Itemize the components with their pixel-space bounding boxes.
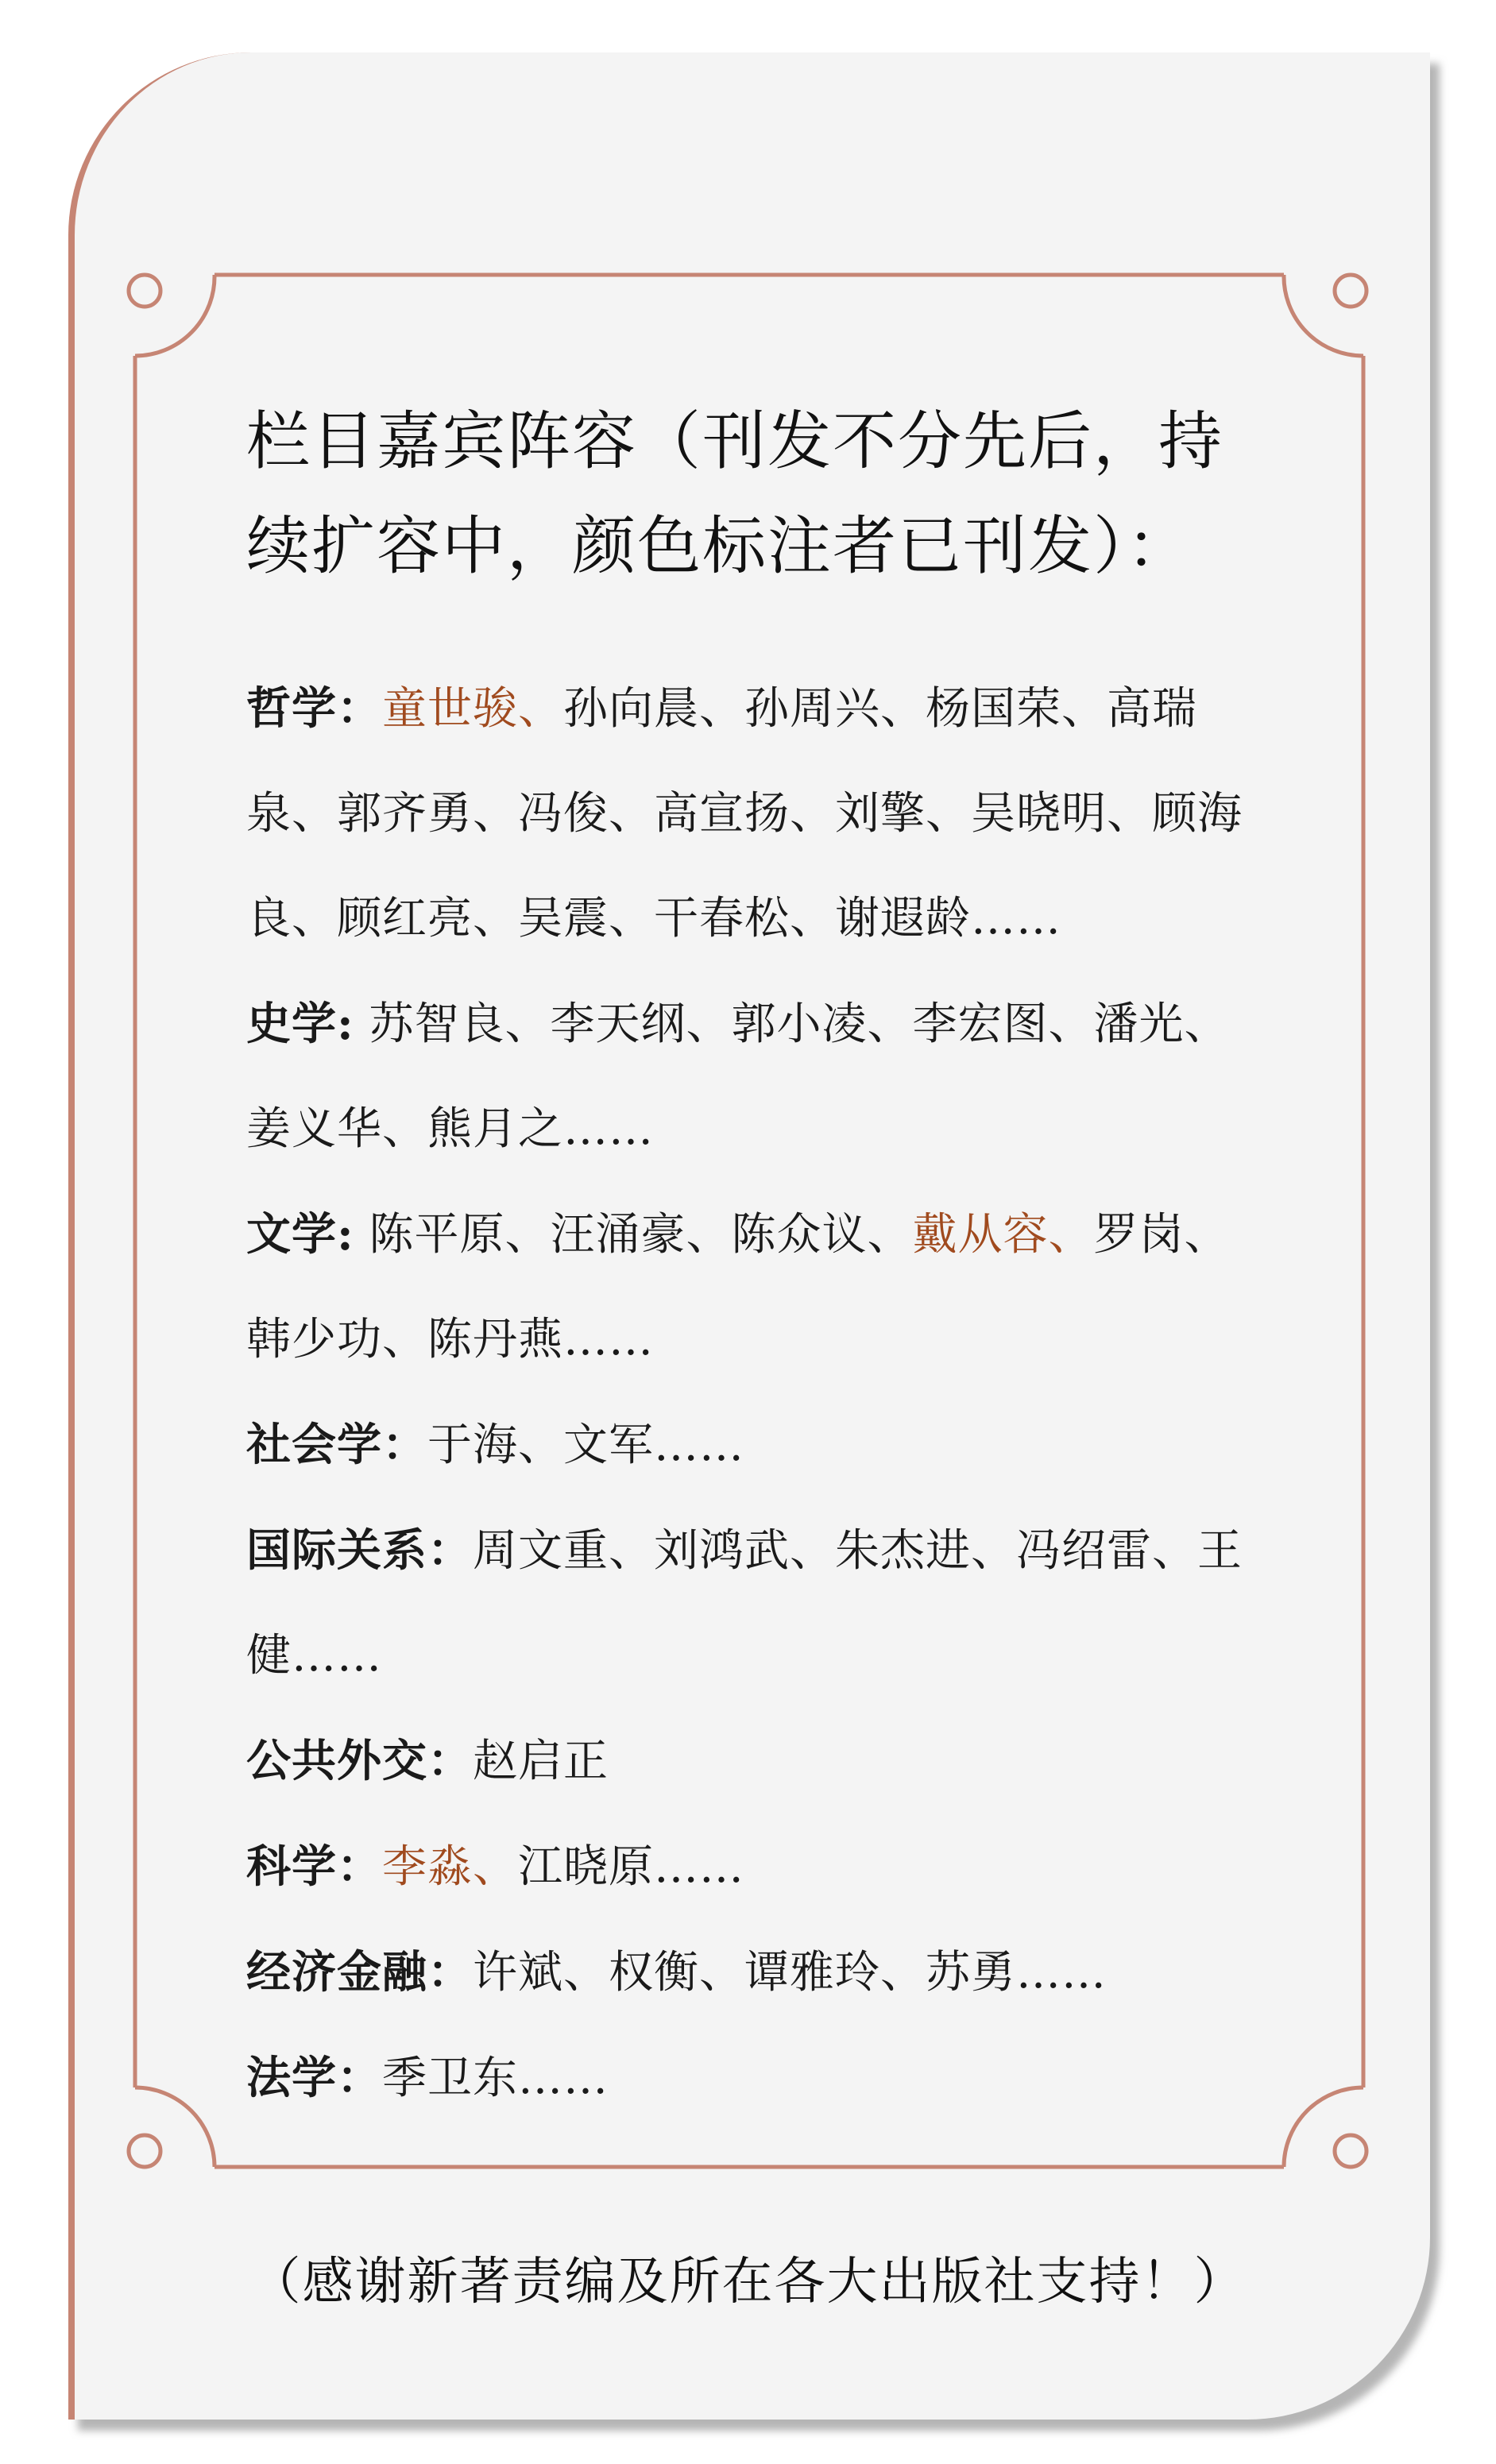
category-label: 史学: bbox=[246, 998, 354, 1050]
frame-circle-top-left bbox=[129, 275, 160, 307]
list-item-sociology bbox=[246, 1392, 1271, 1498]
category-label: 公共外交： bbox=[246, 1735, 473, 1787]
list-item-literature bbox=[246, 1182, 1271, 1392]
category-label: 科学： bbox=[246, 1840, 382, 1893]
list-item-economics-finance bbox=[246, 1920, 1271, 2026]
frame-corner-top-right bbox=[1284, 275, 1363, 356]
guest-names: 苏智良、李天纲、郭小凌、李宏图、潘光、姜义华、熊月之…… bbox=[246, 998, 1230, 1155]
guest-names: 江晓原…… bbox=[518, 1841, 744, 1893]
guest-names: 赵启正 bbox=[473, 1736, 609, 1787]
guest-list bbox=[246, 656, 1271, 2131]
published-names: 戴从容、 bbox=[912, 1209, 1094, 1261]
frame-circle-bottom-left bbox=[129, 2135, 160, 2167]
category-label: 国际关系： bbox=[246, 1524, 473, 1577]
guest-names-before: 陈平原、汪涌豪、陈众议、 bbox=[354, 1209, 913, 1261]
published-names: 李淼、 bbox=[382, 1841, 518, 1893]
frame-circle-bottom-right bbox=[1335, 2135, 1367, 2167]
page-title: 栏目嘉宾阵容（刊发不分先后，持续扩容中，颜色标注者已刊发）： bbox=[246, 404, 1223, 583]
guest-names: 许斌、权衡、谭雅玲、苏勇…… bbox=[473, 1947, 1107, 1999]
list-item-law bbox=[246, 2026, 1271, 2131]
category-label: 哲学： bbox=[246, 682, 382, 735]
frame-corner-top-left bbox=[135, 275, 215, 356]
frame-corner-bottom-left bbox=[135, 2087, 215, 2167]
category-label: 法学： bbox=[246, 2052, 382, 2104]
list-item-international-relations bbox=[246, 1498, 1271, 1709]
published-names: 童世骏、 bbox=[382, 683, 563, 735]
guest-names: 孙向晨、孙周兴、杨国荣、高瑞泉、郭齐勇、冯俊、高宣扬、刘擎、吴晓明、顾海良、顾红亮、吴震、干春松、谢遐龄…… bbox=[246, 683, 1243, 944]
guest-names: 罗岗、韩少功、陈丹燕…… bbox=[246, 1209, 1230, 1365]
guest-names: 周文重、刘鸿武、朱杰进、冯绍雷、王健…… bbox=[246, 1525, 1243, 1682]
frame-circle-top-right bbox=[1335, 275, 1367, 307]
list-item-science bbox=[246, 1814, 1271, 1920]
guest-names: 于海、文军…… bbox=[427, 1419, 744, 1471]
frame-corner-bottom-right bbox=[1284, 2087, 1363, 2167]
list-item-history bbox=[246, 971, 1271, 1182]
list-item-philosophy bbox=[246, 656, 1271, 971]
category-label: 文学: bbox=[246, 1208, 354, 1261]
category-label: 经济金融： bbox=[246, 1946, 473, 1999]
category-label: 社会学： bbox=[246, 1419, 427, 1471]
guest-names: 季卫东…… bbox=[382, 2053, 609, 2104]
list-item-public-diplomacy bbox=[246, 1709, 1271, 1814]
footer-thanks: （感谢新著责编及所在各大出版社支持！） bbox=[249, 2253, 1247, 2311]
